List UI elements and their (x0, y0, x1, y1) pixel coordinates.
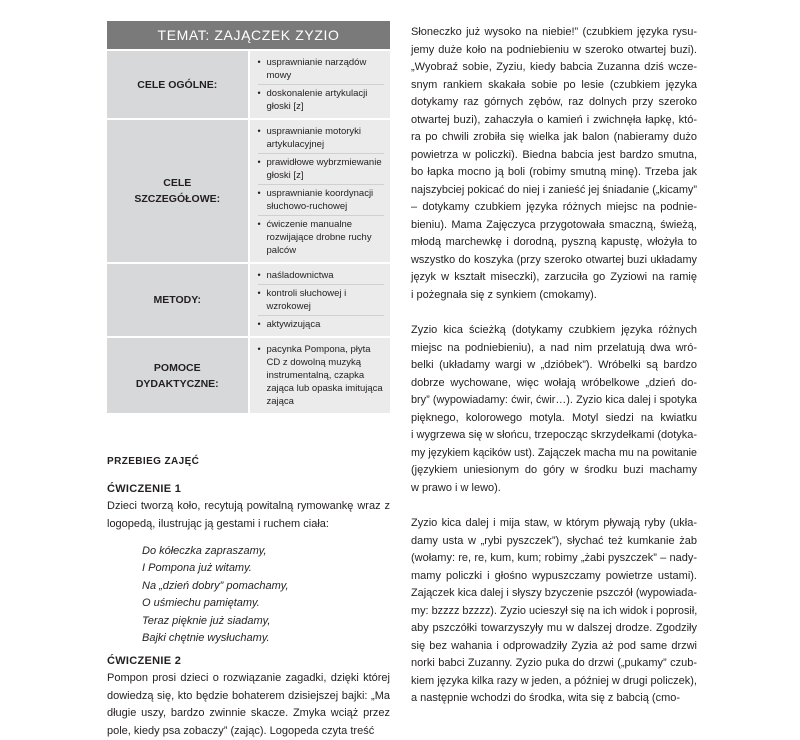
row-content (249, 263, 391, 337)
list-item: • usprawnianie narządów mowy (258, 54, 385, 85)
text-line: ra po chwili zrobiła się wielka jak balon (nabieramy dużo (411, 131, 697, 143)
text-line: a następnie wchodzi do środka, wita się z babcią (cmo- (411, 692, 681, 704)
list-item: • pacynka Pompona, płyta CD z dowolną muzyką instrumentalną, czapka zająca lub opaska imitująca zająca (258, 341, 385, 410)
text-line: (językiem uniesionym do góry w środku buzi machamy (411, 464, 697, 476)
row-content (249, 337, 391, 413)
row-label-line: CELE (163, 177, 192, 189)
text-line: i pożegnała się z synkiem (cmokamy). (411, 288, 597, 301)
exercise-2-heading: ĆWICZENIE 2 (107, 655, 182, 668)
text-line: i wygrzewa się w słońcu, trzepocząc skrzydełkami (dotyka- (411, 429, 698, 441)
row-label (107, 119, 249, 263)
row-label-line: POMOCE (153, 361, 201, 374)
text-line: mamy policzki i głośno wypuszczamy powietrze ustami). (411, 569, 697, 582)
text-line: młodą marchewkę i dorodną, pyszną kapustę, włożyła to (411, 236, 697, 248)
text-line: – dotykamy czubkiem języka różnych miejsc na podnie- (411, 201, 697, 213)
row-label (107, 50, 249, 119)
rhyme-line: Teraz pięknie już siadamy, (142, 614, 271, 627)
text-line: kiem języka kilka razy w jeden, a później w drugi policzek), (411, 674, 697, 687)
rhyme-line: Bajki chętnie wysłuchamy. (142, 632, 270, 645)
text-line: aby pszczółki towarzyszyły mu w dalszej drodze. Zgodziły (411, 622, 697, 634)
table-row-specific-goals (107, 119, 390, 263)
list-item: • naśladownictwa (258, 267, 385, 285)
text-line: my: bzzzz bzzzz). Zyzio ucieszył się na ich widok i poprosił, (411, 604, 698, 617)
exercise-1-heading: ĆWICZENIE 1 (107, 483, 182, 495)
list-item: • aktywizująca (258, 316, 385, 333)
text-line: dobrze wychowane, więc wołają wróbelkowe „dzień do- (411, 376, 697, 389)
list-item: • kontroli słuchowej i wzrokowej (258, 285, 385, 316)
text-line: (wołamy: re, re, kum, kum; robimy „żabi pyszczek” – nady- (411, 552, 697, 564)
text-line: Zyzio kica dalej i mija staw, w którym pływają ryby (ukła- (411, 517, 697, 529)
text-line: norki babci Zuzanny. Zyzio puka do drzwi („pukamy” czub- (411, 657, 697, 669)
list-item: • prawidłowe wybrzmiewanie głoski [z] (258, 154, 385, 185)
text-line: powietrza w policzki). Biedna babcia jest bardzo smutna, (411, 148, 697, 161)
bullet-list (258, 123, 385, 259)
left-column (107, 21, 390, 740)
text-line: pięknego, kolorowego motyla. Motyl siedzi na kwiatku (411, 411, 697, 424)
rhyme-line: O uśmiechu pamiętamy. (142, 597, 260, 610)
text-line: Zajączek kica dalej i słyszy bzyczenie pszczół (wypowiada- (411, 587, 697, 599)
text-line: wszystko do koszyka (przy szeroko otwartej buzi układamy (411, 253, 697, 266)
list-item: • ćwiczenie manualne rozwijające drobne ruchy palców (258, 216, 385, 259)
text-line: belki (układamy wargi w „dzióbek”). Wróbelki są bardzo (411, 359, 697, 371)
right-column (411, 24, 697, 708)
text-line: otwartej buzi), zahaczyła o kamień i zwichnęła łapkę, któ- (411, 113, 697, 126)
list-item: • doskonalenie artykulacji głoski [z] (258, 85, 385, 115)
row-label-line: METODY: (153, 294, 201, 306)
lesson-plan-table (107, 21, 390, 413)
bullet-list (258, 267, 385, 333)
rhyme-line: Na „dzień dobry” pomachamy, (142, 579, 289, 592)
exercise-2-text: Pompon prosi dzieci o rozwiązanie zagadki, dzięki której dowiedzą się, kto będzie bohaterem dzisiejszej bajki: „Ma długie uszy, bardzo zwinnie skacze. Zmyka wciąż przez pole, kiedy psa zobaczy” (zając). Logopeda czyta treść (107, 672, 390, 737)
list-item: • usprawnianie motoryki artykulacyjnej (258, 123, 385, 154)
table-row-methods (107, 263, 390, 337)
bullet-list (258, 341, 385, 410)
text-line: Słoneczko już wysoko na niebie!” (czubkiem języka rysu- (411, 26, 697, 38)
text-line: miejsc na podniebieniu), a nad nim przelatują dwa wró- (411, 341, 697, 354)
story-paragraph-3 (411, 515, 697, 708)
row-label (107, 263, 249, 337)
text-line: jemy duże koło na podniebieniu w szeroko otwartej buzi). (411, 43, 697, 56)
story-paragraph-1 (411, 24, 697, 304)
topic-title: TEMAT: ZAJĄCZEK ZYZIO (107, 21, 390, 50)
exercise-1-text: Dzieci tworzą koło, recytują powitalną rymowankę wraz z logopedą, ilustrując ją gestami i ruchem ciała: (107, 500, 390, 530)
text-line: język w kształt miseczki), zarzuciła go Zyziowi na ramię (411, 271, 697, 283)
text-line: najszybciej pokicać do niej i zanieść jej śniadanie („kicamy” (411, 183, 697, 196)
topic-rows (107, 50, 390, 413)
row-content (249, 119, 391, 263)
text-line: dotykamy raz górnych zębów, raz dolnych przy szeroko (411, 96, 697, 108)
table-row-teaching-aids (107, 337, 390, 413)
row-label (107, 337, 249, 413)
rhyme-line: I Pompona już witamy. (142, 562, 252, 575)
greeting-rhyme (142, 543, 390, 647)
list-item: • usprawnianie koordynacji słuchowo-ruchowej (258, 185, 385, 216)
text-line: „Wyobraź sobie, Zyziu, kiedy babcia Zuzanna dziś wcze- (411, 61, 697, 73)
row-label-line: DYDAKTYCZNE: (135, 377, 219, 390)
text-line: bieniu). Mama Zajęczyca przygotowała smaczną, świeżą, (411, 218, 697, 231)
text-line: Zyzio kica ścieżką (dotykamy czubkiem języka różnych (411, 324, 697, 336)
text-line: bry” (wypowiadamy: ćwir, ćwir…). Zyzio kica dalej i spotyka (411, 394, 697, 406)
story-paragraph-2 (411, 322, 697, 497)
text-line: damy usta w „rybi pyszczek”), słychać też kumkanie żab (411, 534, 697, 547)
row-label-line: SZCZEGÓŁOWE: (134, 193, 221, 205)
row-content (249, 50, 391, 119)
text-line: snym rankiem skakała sobie po lesie (czubkiem języka (411, 78, 697, 91)
row-label-line: CELE OGÓLNE: (137, 78, 218, 91)
text-line: się bez wahania i odprowadziły Zyzia aż pod same drzwi (411, 639, 697, 652)
text-line: bo łapka mocno ją boli (robimy smutną minę). Trzeba jak (411, 166, 697, 178)
text-line: w prawo i w lewo). (411, 481, 501, 494)
bullet-list (258, 54, 385, 115)
rhyme-line: Do kółeczka zapraszamy, (142, 545, 267, 557)
text-line: my językiem kącików ust). Zajączek macha mu na powitanie (411, 446, 697, 459)
plan-heading: PRZEBIEG ZAJĘĆ (107, 456, 200, 467)
table-row-general-goals (107, 50, 390, 119)
